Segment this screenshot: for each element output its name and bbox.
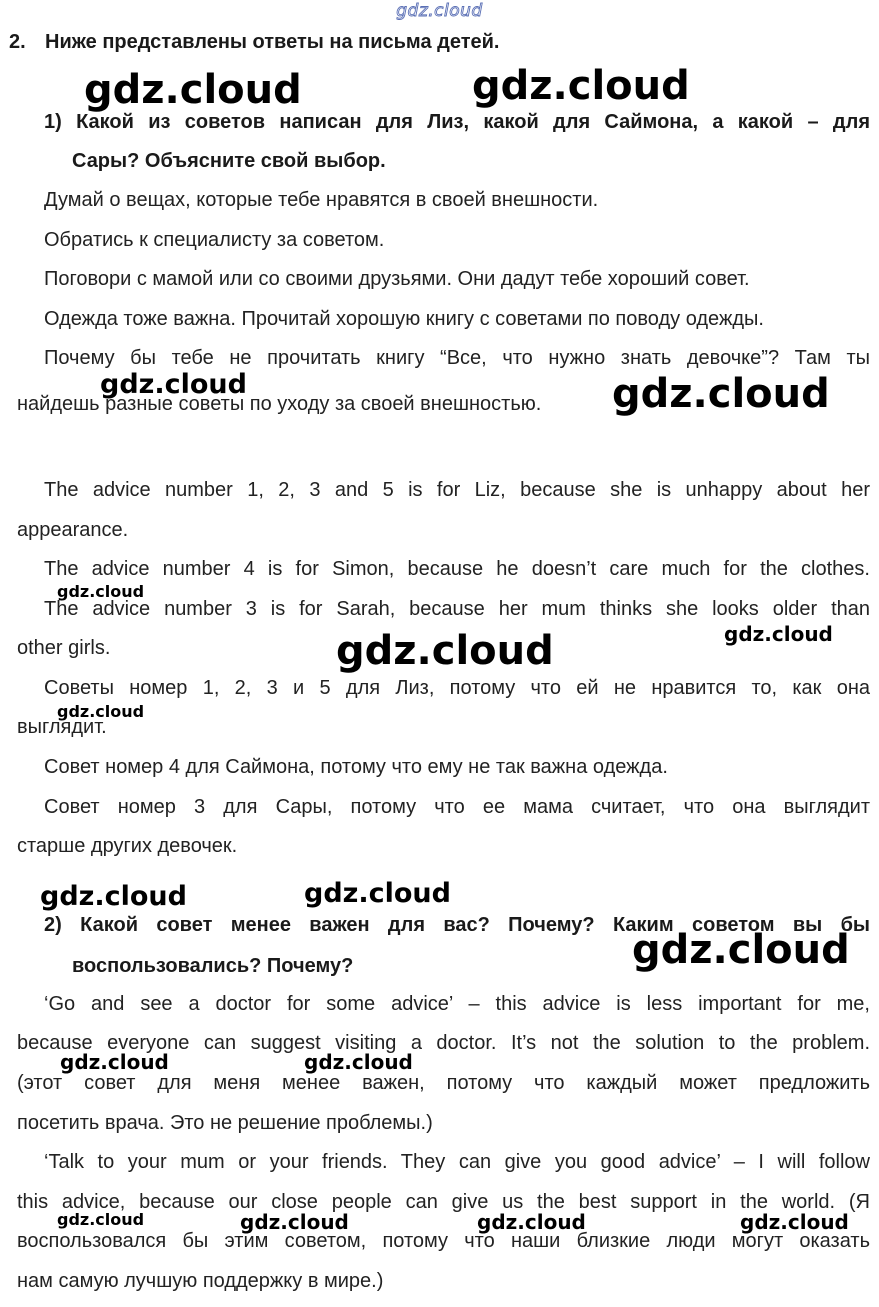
- answer-simon-ru: Совет номер 4 для Саймона, потому что ему не так важна одежда.: [44, 756, 668, 778]
- watermark: gdz.cloud: [57, 582, 145, 601]
- watermark: gdz.cloud: [100, 369, 247, 400]
- advice-4: Одежда тоже важна. Прочитай хорошую книгу с советами по поводу одежды.: [44, 308, 764, 330]
- watermark: gdz.cloud: [240, 1210, 349, 1234]
- answer2-p1-line-1: ‘Go and see a doctor for some advice’ – this advice is less important for me,: [44, 993, 870, 1015]
- watermark: gdz.cloud: [57, 702, 145, 721]
- question-2-number: 2): [44, 914, 62, 936]
- task-heading: [9, 31, 499, 54]
- answer-simon-en: The advice number 4 is for Simon, because he doesn’t care much for the clothes.: [44, 558, 870, 580]
- watermark-header: gdz.cloud: [396, 1, 483, 21]
- answer2-p2-line-1: ‘Talk to your mum or your friends. They can give you good advice’ – I will follow: [44, 1151, 870, 1173]
- question-1-number: 1): [44, 111, 62, 133]
- watermark: gdz.cloud: [477, 1210, 586, 1234]
- watermark: gdz.cloud: [632, 927, 850, 973]
- question-1-text: Какой из советов написан для Лиз, какой для Саймона, а какой – для: [76, 111, 870, 133]
- watermark: gdz.cloud: [304, 878, 451, 909]
- answer2-p2-line-4: нам самую лучшую поддержку в мире.): [17, 1270, 384, 1292]
- answer-liz-ru-line-1: Советы номер 1, 2, 3 и 5 для Лиз, потому что ей не нравится то, как она: [44, 677, 870, 699]
- advice-2: Обратись к специалисту за советом.: [44, 229, 385, 251]
- watermark: gdz.cloud: [336, 628, 554, 674]
- question-2-line-2: воспользовались? Почему?: [72, 955, 354, 977]
- watermark: gdz.cloud: [57, 1210, 145, 1229]
- task-number: 2.: [9, 31, 26, 53]
- watermark: gdz.cloud: [304, 1050, 413, 1074]
- answer-sarah-ru-line-1: Совет номер 3 для Сары, потому что ее мама считает, что она выглядит: [44, 796, 870, 818]
- watermark: gdz.cloud: [724, 622, 833, 646]
- answer-sarah-en-line-1: The advice number 3 is for Sarah, because her mum thinks she looks older than: [44, 598, 870, 620]
- watermark: gdz.cloud: [612, 371, 830, 417]
- answer-sarah-ru-line-2: старше других девочек.: [17, 835, 238, 857]
- advice-5-line-1: Почему бы тебе не прочитать книгу “Все, что нужно знать девочке”? Там ты: [44, 347, 870, 369]
- watermark: gdz.cloud: [740, 1210, 849, 1234]
- answer2-p1-line-4: посетить врача. Это не решение проблемы.): [17, 1112, 433, 1134]
- question-2-text: Какой совет менее важен для вас? Почему? Каким советом вы бы: [80, 914, 871, 936]
- watermark: gdz.cloud: [84, 67, 302, 113]
- answer-sarah-en-line-2: other girls.: [17, 637, 111, 659]
- question-1-line-2: Сары? Объясните свой выбор.: [72, 150, 386, 172]
- watermark: gdz.cloud: [472, 63, 690, 109]
- answer-liz-en-line-2: appearance.: [17, 519, 129, 541]
- answer-liz-en-line-1: The advice number 1, 2, 3 and 5 is for Liz, because she is unhappy about her: [44, 479, 870, 501]
- advice-5-line-2: найдешь разные советы по уходу за своей внешностью.: [17, 393, 542, 415]
- answer-liz-ru-line-2: выглядит.: [17, 716, 107, 738]
- watermark: gdz.cloud: [60, 1050, 169, 1074]
- answer2-p2-line-3: воспользовался бы этим советом, потому что наши близкие люди могут оказать: [17, 1230, 870, 1252]
- watermark: gdz.cloud: [40, 881, 187, 912]
- answer2-p1-line-2: because everyone can suggest visiting a doctor. It’s not the solution to the problem.: [17, 1032, 870, 1054]
- answer2-p1-line-3: (этот совет для меня менее важен, потому что каждый может предложить: [17, 1072, 870, 1094]
- task-title: Ниже представлены ответы на письма детей.: [45, 31, 500, 53]
- advice-3: Поговори с мамой или со своими друзьями. Они дадут тебе хороший совет.: [44, 268, 750, 290]
- answer2-p2-line-2: this advice, because our close people can give us the best support in the world. (Я: [17, 1191, 870, 1213]
- advice-1: Думай о вещах, которые тебе нравятся в своей внешности.: [44, 189, 599, 211]
